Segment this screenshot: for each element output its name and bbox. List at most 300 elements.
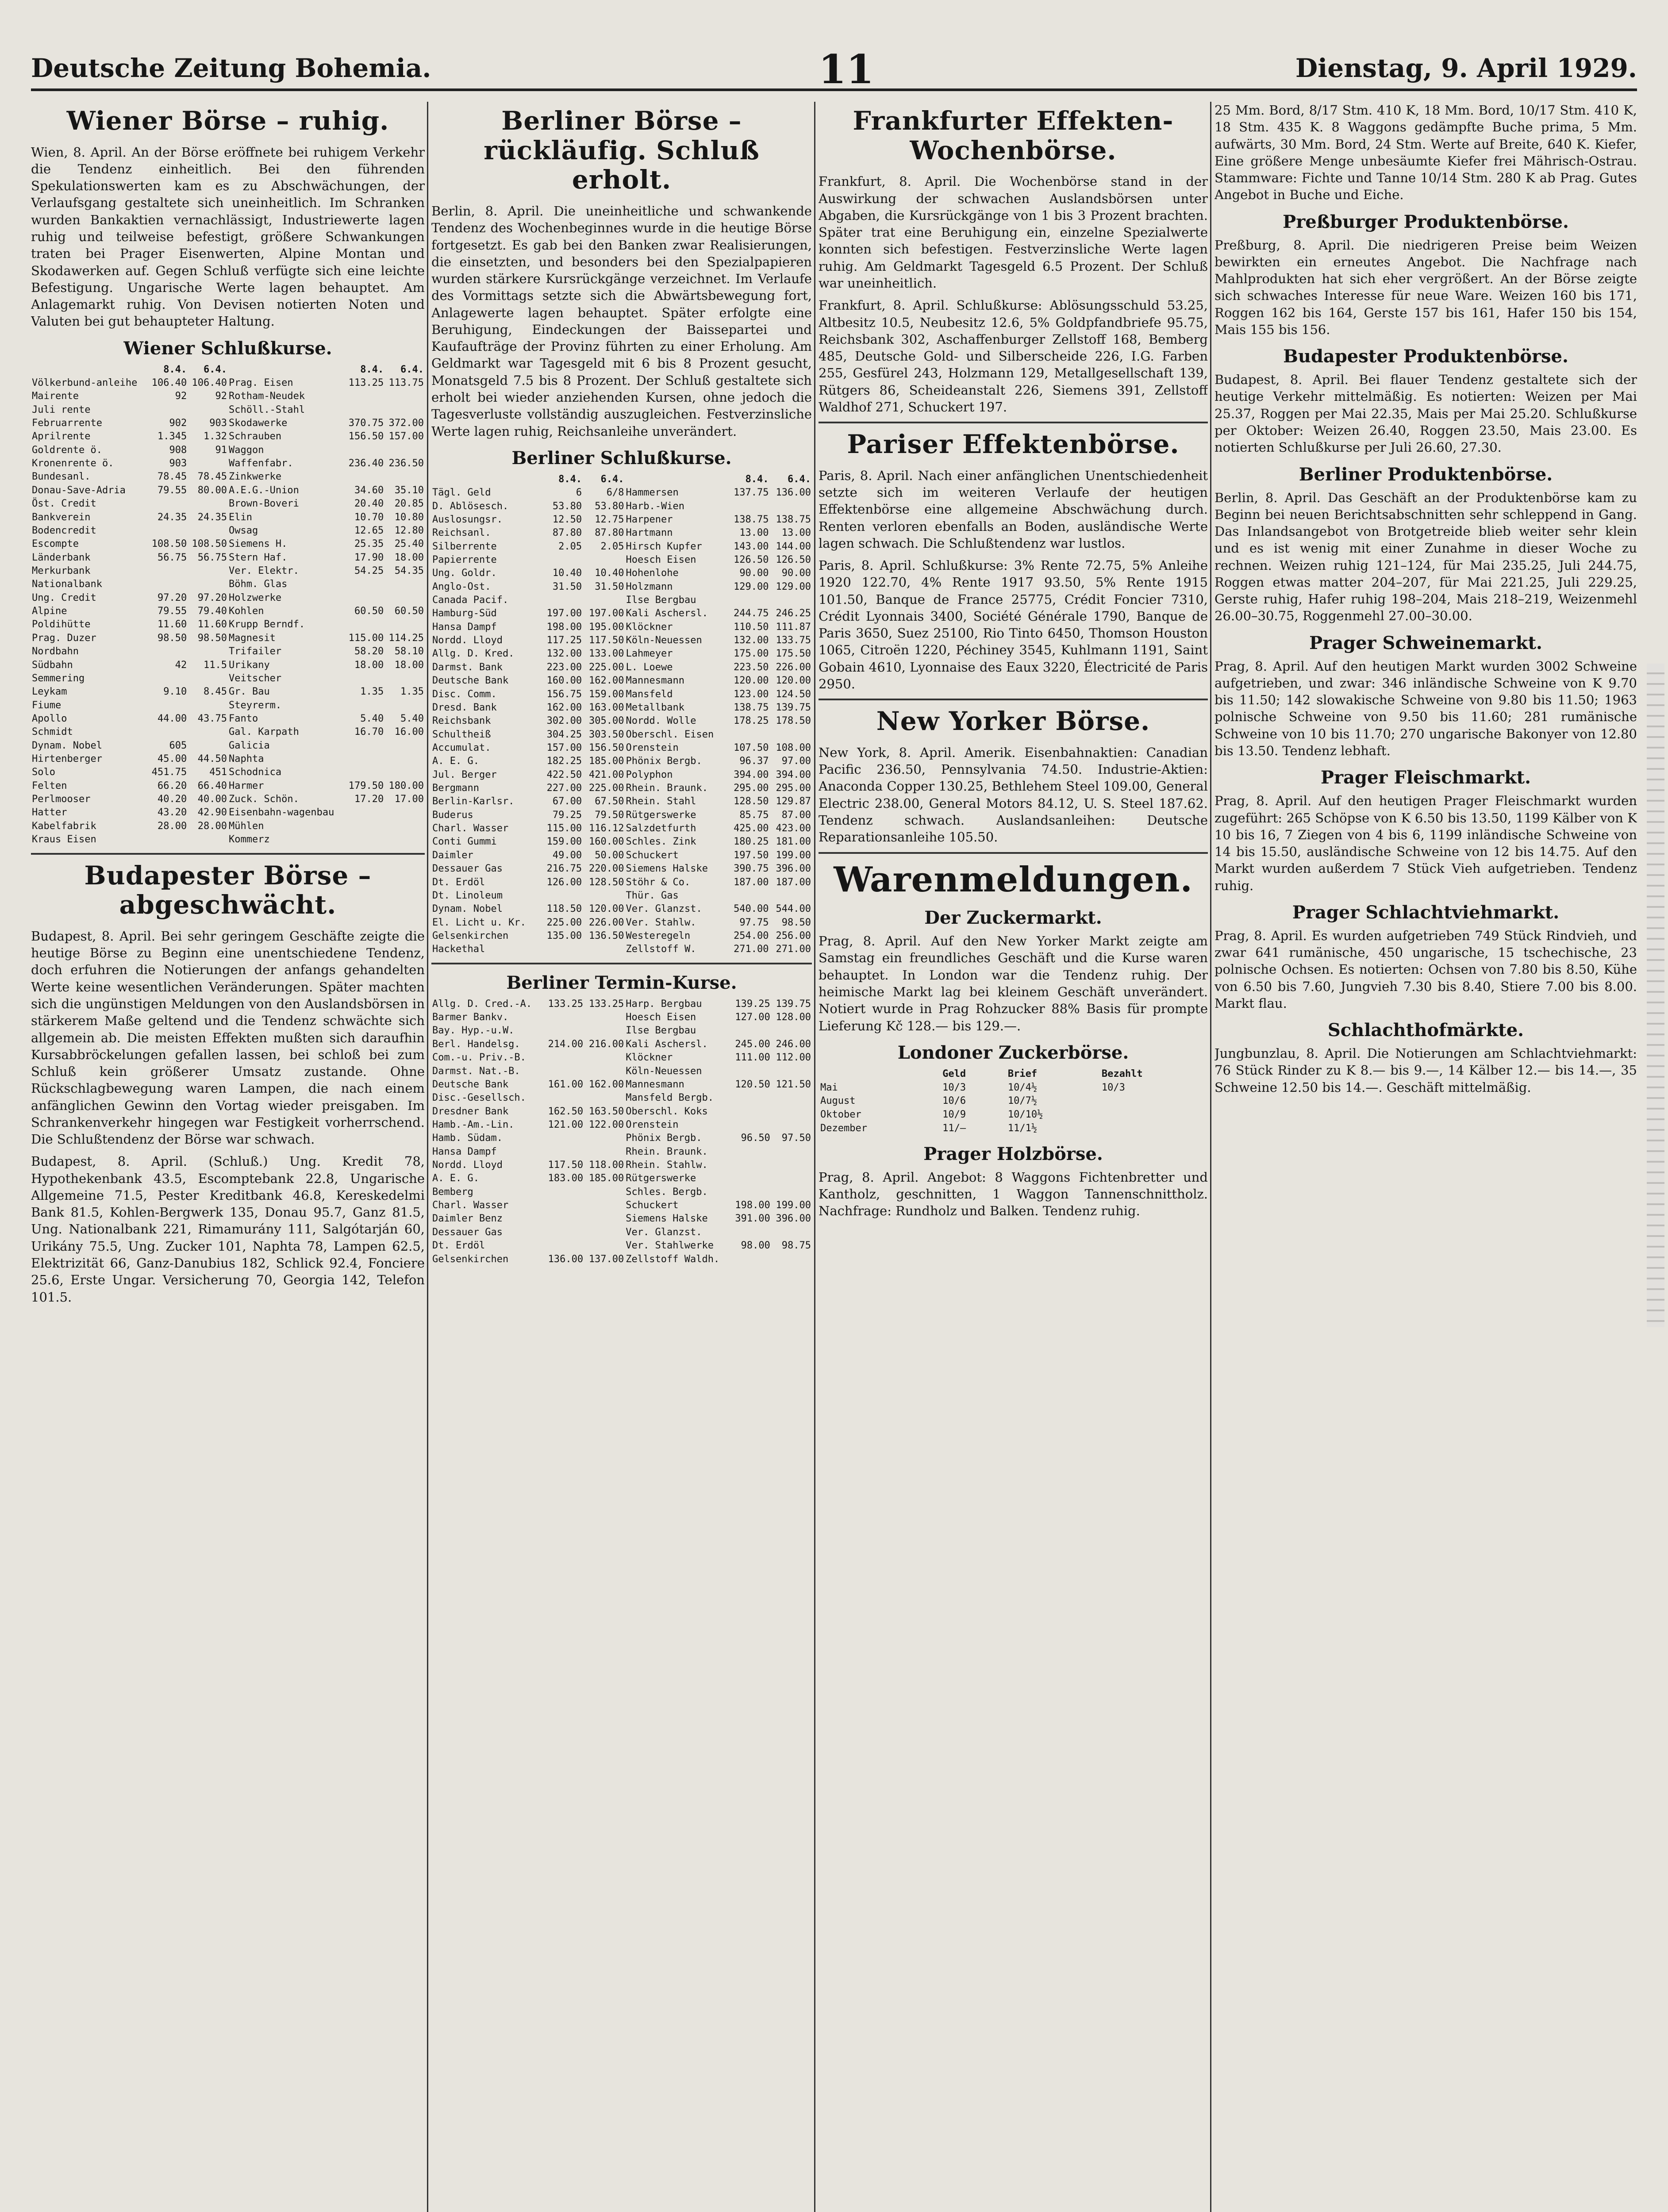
security-name: Holzmann <box>626 581 673 592</box>
table-header-cell: 6.4. <box>400 364 424 375</box>
quote-value <box>771 1226 812 1239</box>
quote-value: 114.25 <box>388 632 424 644</box>
security-name: Nordd. Lloyd <box>432 1160 503 1171</box>
quote-value: 6/8 <box>606 487 624 499</box>
quote-value: 45.00 <box>158 753 187 765</box>
security-name: Rhein. Stahlw. <box>626 1160 708 1171</box>
table-row <box>431 607 812 620</box>
quote-value <box>584 1091 625 1105</box>
security-name: Canada Pacif. <box>432 595 509 606</box>
quote-value <box>770 500 812 513</box>
quote-value: 106.40 <box>192 377 227 388</box>
table-header-cell <box>819 1068 941 1081</box>
quote-value: 79.50 <box>595 809 624 821</box>
quote-value: 108.50 <box>192 538 227 550</box>
quote-value: 2.05 <box>600 541 624 552</box>
quote-value: 136.00 <box>548 1253 584 1265</box>
security-name: Kohlen <box>228 606 264 617</box>
quote-value: 118.50 <box>546 903 582 915</box>
quote-value: 135.00 <box>546 930 582 941</box>
table-row <box>431 755 812 768</box>
quote-value: 110.50 <box>734 621 769 633</box>
quote-value: 25.35 <box>354 538 384 550</box>
quote-value <box>188 672 228 685</box>
table-row <box>431 1212 812 1225</box>
quote-value <box>770 728 812 741</box>
table-row <box>431 728 812 741</box>
security-name: Südbahn <box>32 659 73 671</box>
security-name: Ilse Bergbau <box>626 1025 696 1037</box>
quote-value: 132.00 <box>546 648 582 660</box>
quote-value <box>730 1065 771 1078</box>
table-row <box>31 833 425 846</box>
table-row <box>431 782 812 795</box>
quote-value: 31.50 <box>552 581 582 592</box>
security-name: Hackethal <box>432 944 485 955</box>
quote-value: 18.00 <box>394 552 424 563</box>
quote-value <box>344 699 384 712</box>
table-row <box>431 876 812 889</box>
table-row <box>31 605 425 618</box>
quote-value: 56.75 <box>197 552 227 563</box>
quote-value: 5.40 <box>400 713 424 724</box>
security-name: Berl. Handelsg. <box>432 1038 520 1050</box>
security-name: Buderus <box>432 809 473 821</box>
security-name: Charl. Wasser <box>432 1200 509 1211</box>
table-row <box>431 998 812 1011</box>
table-row <box>31 390 425 403</box>
quote-value: 12.75 <box>595 514 624 525</box>
quote-value: 97.00 <box>781 756 811 767</box>
quote-value: 451 <box>209 767 227 778</box>
security-name: Hamburg-Süd <box>432 608 497 619</box>
fleisch-report: Prag, 8. April. Auf den heutigen Prager Fleischmarkt wurden zugeführt: 265 Schöpse von K 6.50 bis 13.50, 1199 Kälber von K 10 bis 16, 7 Ziegen von 4 bis 6, 1199 inländische Schweine von 14 bis 15.50, ausländische Schweine von 12 bis 14.75. Auf den Markt wurden außerdem 7 Stück Vieh aufgetrieben. Tendenz ruhig. <box>1214 793 1637 893</box>
security-name: Waffenfabr. <box>228 458 293 469</box>
security-name: Öst. Credit <box>32 498 96 510</box>
security-name: Escompte <box>32 538 79 550</box>
table-row <box>31 699 425 712</box>
table-row <box>431 741 812 755</box>
security-name: A.E.G.-Union <box>228 484 299 496</box>
quote-value <box>148 524 188 538</box>
quote-value <box>344 833 384 846</box>
quote-value <box>727 594 769 607</box>
quote-value <box>770 889 812 902</box>
security-name: Harpener <box>626 514 673 525</box>
section-title-paris: Pariser Effektenbörse. <box>847 429 1180 460</box>
quote-value: 236.40 <box>348 458 384 469</box>
quote-value: 126.00 <box>546 876 582 888</box>
security-name: Prag. Duzer <box>32 632 96 644</box>
table-row <box>431 1091 812 1105</box>
table-cell: 10/7½ <box>1007 1095 1038 1107</box>
newyork-report: New York, 8. April. Amerik. Eisenbahnaktien: Canadian Pacific 236.50, Pennsylvania 74.50. Industrie-Aktien: Anaconda Copper 130.25, Bethlehem Steel 109.00, General Electric 238.00, General Motors 84.12, U. S. Steel 187.62. Tendenz schwach. Auslandsanleihen: Deutsche Reparationsanleihe 105.50. <box>819 745 1208 845</box>
column-rule <box>814 102 815 2212</box>
quote-value: 25.40 <box>394 538 424 550</box>
table-row <box>31 538 425 551</box>
quote-value <box>583 594 625 607</box>
quote-value: 223.50 <box>734 661 769 673</box>
quote-value: 225.00 <box>546 917 582 928</box>
security-name: Bodencredit <box>32 525 96 536</box>
table-row <box>431 1132 812 1145</box>
security-name: Rhein. Braunk. <box>626 1146 708 1157</box>
security-name: Krupp Berndf. <box>228 619 305 630</box>
budapest-rates: Budapest, 8. April. (Schluß.) Ung. Kredit 78, Hypothekenbank 43.5, Escomptebank 22.8, Ungarische Allgemeine 71.5, Pester Kreditbank 46.8, Kereskedelmi Bank 81.5, Kohlen-Bergwerk 135, Donau 95.7, Ganz 81.5, Ung. Nationalbank 221, Rimamurány 111, Salgótarján 60, Urikány 75.5, Ung. Zucker 101, Naphta 78, Lampen 62.5, Elektrizität 66, Ganz-Danubius 182, Schlick 92.4, Fonciere 25.6, Erste Ungar. Versicherung 70, Georgia 142, Telefon 101.5. <box>31 1154 425 1305</box>
quote-value: 256.00 <box>776 930 811 941</box>
table-header-cell: Brief <box>1007 1068 1038 1079</box>
security-name: Allg. D. Cred.-A. <box>432 998 532 1010</box>
table-row <box>431 889 812 902</box>
security-name: Hansa Dampf <box>432 621 497 633</box>
quote-value <box>344 618 384 631</box>
quote-value <box>584 1051 625 1064</box>
quote-value <box>148 403 188 417</box>
table-row <box>431 1186 812 1199</box>
security-name: Dynam. Nobel <box>432 903 503 915</box>
security-name: Com.-u. Priv.-B. <box>432 1052 526 1064</box>
security-name: Hamb. Südam. <box>432 1133 503 1144</box>
security-name: Oberschl. Eisen <box>626 729 714 740</box>
quote-value <box>730 1024 771 1037</box>
quote-value <box>384 390 425 403</box>
quote-value <box>344 766 384 779</box>
quote-value: 423.00 <box>776 823 811 834</box>
quote-value: 20.85 <box>394 498 424 510</box>
column-vienna <box>31 102 425 1311</box>
quote-value: 54.35 <box>394 565 424 576</box>
security-name: Disc. Comm. <box>432 688 497 700</box>
security-name: Nordd. Wolle <box>626 715 696 727</box>
quote-value: 108.50 <box>151 538 187 550</box>
security-name: Tägl. Geld <box>432 487 491 499</box>
quote-value <box>584 1226 625 1239</box>
quote-value: 120.00 <box>776 675 811 687</box>
table-row <box>31 484 425 497</box>
divider <box>819 852 1208 854</box>
quote-value: 80.00 <box>197 484 227 496</box>
table-header-cell: 8.4. <box>163 364 187 375</box>
quote-value: 157.00 <box>388 431 424 442</box>
quote-value: 133.25 <box>588 998 624 1010</box>
quote-value <box>583 943 625 956</box>
security-name: Phönix Bergb. <box>626 756 702 767</box>
table-header-cell <box>31 363 148 376</box>
quote-value: 1.35 <box>360 686 384 698</box>
table-row <box>431 567 812 580</box>
berlin-rates-table <box>431 473 812 956</box>
quote-value <box>541 943 583 956</box>
mast-title: Schlachthofmärkte. <box>1327 1020 1524 1041</box>
security-name: Daimler <box>432 849 473 861</box>
quote-value: 903 <box>169 458 187 469</box>
security-name: Metallbank <box>626 702 684 713</box>
table-row <box>431 768 812 782</box>
quote-value: 98.50 <box>158 632 187 644</box>
security-name: Aprilrente <box>32 431 91 442</box>
quote-value: 162.00 <box>546 702 582 713</box>
section-title-budapest: Budapester Börse – abgeschwächt. <box>84 860 372 920</box>
page-header <box>31 35 1637 91</box>
security-name: Bay. Hyp.-u.W. <box>432 1025 515 1037</box>
quote-value: 9.10 <box>163 686 187 698</box>
table-row <box>31 470 425 484</box>
quote-value: 31.50 <box>595 581 624 592</box>
quote-value <box>384 403 425 417</box>
quote-value <box>344 444 384 457</box>
budprod-title: Budapester Produktenbörse. <box>1283 346 1568 367</box>
quote-value <box>384 672 425 685</box>
table-row <box>431 1011 812 1024</box>
budapest-report: Budapest, 8. April. Bei sehr geringem Geschäfte zeigte die heutige Börse zu Beginn eine unentschiedene Tendenz, doch erfuhren die Notierungen der anfangs gehandelten Werte keine wesentlichen Veränderungen. Später machten sich die ungünstigen Meldungen von den Auslandsbörsen in stärkerem Maße geltend und die Tendenz schwächte sich allgemein ab. Die meisten Effekten mußten sich daraufhin Kursabbröckelungen gefallen lassen, bei schloß bei zum Schluß kein größerer Umsatz zustande. Ohne Rückschlagbewegung waren Lampen, die nach einem anfänglichen Gewinn den Vortag wieder preisgaben. Im Schrankenverkehr hingegen war Festigkeit vorherrschend. Die Schlußtendenz der Börse war schwach. <box>31 928 425 1147</box>
quote-value: 11.60 <box>197 619 227 630</box>
security-name: Dresd. Bank <box>432 702 497 713</box>
table-row <box>31 376 425 390</box>
quote-value: 121.50 <box>776 1079 811 1090</box>
security-name: Länderbank <box>32 552 91 563</box>
security-name: Reichsanl. <box>432 527 491 539</box>
quote-value <box>384 618 425 631</box>
table-row <box>431 835 812 849</box>
fleisch-title: Prager Fleischmarkt. <box>1320 767 1531 788</box>
schlacht-title: Prager Schlachtviehmarkt. <box>1292 902 1560 923</box>
security-name: Darmst. Bank <box>432 661 503 673</box>
quote-value: 97.75 <box>739 917 769 928</box>
security-name: Dessauer Gas <box>432 863 503 875</box>
quote-value: 60.50 <box>394 606 424 617</box>
quote-value: 226.00 <box>776 661 811 673</box>
table-cell: 10/3 <box>1101 1082 1125 1093</box>
security-name: Schultheiß <box>432 729 491 740</box>
table-row <box>31 457 425 470</box>
security-name: Hohenlohe <box>626 568 679 579</box>
paris-report: Paris, 8. April. Nach einer anfänglichen Unentschiedenheit setzte sich im weiteren Verlaufe der heutigen Effektenbörse eine allgemeine Abschwächung durch. Renten verloren ebenfalls an Boden, ausländische Werte lagen schwach. Die Schlußtendenz war lustlos. <box>819 468 1208 551</box>
security-name: Stern Haf. <box>228 552 288 563</box>
security-name: Galicia <box>228 740 270 751</box>
security-name: Zuck. Schön. <box>228 794 299 805</box>
security-name: Bundesanl. <box>32 471 91 483</box>
quote-value: 246.00 <box>776 1038 811 1050</box>
table-row <box>31 712 425 726</box>
quote-value: 5.40 <box>360 713 384 724</box>
page-number: 11 <box>819 46 874 93</box>
security-name: Skodawerke <box>228 418 288 429</box>
security-name: Conti Gummi <box>432 836 497 848</box>
berlin-report: Berlin, 8. April. Die uneinheitliche und schwankende Tendenz des Wochenbeginnes wurde in die heutige Börse fortgesetzt. Es gab bei den Banken zwar Realisierungen, die einsetzten, und besonders bei den Spezialpapieren wurden stärkere Kursrückgänge verzeichnet. Im Verlaufe des Vormittags setzte sich die Abwärtsbewegung fort, Anlagewerte lagen behauptet. Später erfolgte eine Beruhigung, Eindeckungen der Baissepartei und Kaufaufträge der Provinz führten zu einer Erholung. Am Geldmarkt war Tagesgeld mit 6 bis 8 Prozent gesucht, Monatsgeld 7.5 bis 8 Prozent. Der Schluß gestaltete sich erholt bei wieder anziehenden Kursen, ohne jedoch die Tagesverluste vollständig auszugleichen. Festverzinsliche Werte lagen ruhig, Reichsanleihe unverändert. <box>431 204 812 439</box>
security-name: Rütgerswerke <box>626 1173 696 1184</box>
security-name: Ver. Elektr. <box>228 565 299 576</box>
quote-value: 226.00 <box>589 917 624 928</box>
quote-value: 303.50 <box>589 729 624 740</box>
table-cell: 10/4½ <box>1007 1082 1038 1093</box>
quote-value <box>344 672 384 685</box>
table-row <box>431 553 812 567</box>
security-name: Hirsch Kupfer <box>626 541 702 552</box>
table-row <box>31 444 425 457</box>
table-row <box>31 726 425 739</box>
quote-value <box>344 753 384 766</box>
security-name: Donau-Save-Adria <box>32 484 126 496</box>
quote-value: 216.00 <box>588 1038 624 1050</box>
security-name: D. Ablösesch. <box>432 500 509 512</box>
table-cell: 11/– <box>942 1122 966 1134</box>
security-name: Merkurbank <box>32 565 91 576</box>
quote-value: 1.32 <box>203 431 227 442</box>
quote-value: 128.00 <box>776 1012 811 1023</box>
berlin-rates-title: Berliner Schlußkurse. <box>511 447 732 469</box>
issue-date: Dienstag, 9. April 1929. <box>1295 53 1637 83</box>
table-row <box>31 645 425 658</box>
table-row <box>31 753 425 766</box>
quote-value <box>384 470 425 484</box>
security-name: Dt. Erdöl <box>432 876 485 888</box>
security-name: Naphta <box>228 753 264 765</box>
security-name: Gelsenkirchen <box>432 1253 509 1265</box>
table-row <box>31 672 425 685</box>
quote-value: 162.50 <box>548 1106 584 1117</box>
security-name: Westeregeln <box>626 930 691 941</box>
quote-value: 40.00 <box>197 794 227 805</box>
security-name: Zinkwerke <box>228 471 282 483</box>
security-name: Hammersen <box>626 487 679 499</box>
security-name: Harp. Bergbau <box>626 998 702 1010</box>
security-name: Gal. Karpath <box>228 726 299 738</box>
table-header-cell: 8.4. <box>558 473 582 485</box>
quote-value: 10.80 <box>394 511 424 523</box>
table-header-cell: 8.4. <box>360 364 384 375</box>
table-row <box>431 701 812 714</box>
quote-value <box>771 1172 812 1185</box>
table-row <box>31 511 425 524</box>
quote-value: 13.00 <box>739 527 769 539</box>
quote-value: 10.40 <box>595 568 624 579</box>
table-row <box>31 766 425 779</box>
security-name: Kabelfabrik <box>32 820 96 832</box>
quote-value: 87.80 <box>552 527 582 539</box>
quote-value: 163.00 <box>589 702 624 713</box>
security-name: Steyrerm. <box>228 699 282 711</box>
security-name: Kronenrente ö. <box>32 458 114 469</box>
quote-value: 24.35 <box>158 511 187 523</box>
security-name: Harmer <box>228 780 264 791</box>
security-name: Köln-Neuessen <box>626 1065 702 1077</box>
table-row <box>31 659 425 672</box>
quote-value: 295.00 <box>734 783 769 794</box>
quote-value: 187.00 <box>734 876 769 888</box>
quote-value <box>541 889 583 902</box>
security-name: Fanto <box>228 713 258 724</box>
quote-value: 42.90 <box>197 807 227 818</box>
quote-value: 92 <box>175 391 187 402</box>
table-row <box>431 929 812 943</box>
security-name: Kraus Eisen <box>32 834 96 845</box>
table-row <box>431 1199 812 1212</box>
table-cell <box>1100 1094 1208 1108</box>
quote-value: 163.50 <box>588 1106 624 1117</box>
quote-value: 12.50 <box>552 514 582 525</box>
security-name: Dt. Erdöl <box>432 1240 485 1252</box>
table-row <box>31 793 425 806</box>
quote-value <box>188 726 228 739</box>
security-name: Juli rente <box>32 404 91 415</box>
security-name: Leykam <box>32 686 67 698</box>
table-row <box>31 820 425 833</box>
quote-value: 10.40 <box>552 568 582 579</box>
security-name: Köln-Neuessen <box>626 635 702 646</box>
security-name: Klöckner <box>626 621 673 633</box>
security-name: Bergmann <box>432 783 479 794</box>
quote-value: 11.5 <box>203 659 227 671</box>
security-name: Hoesch Eisen <box>626 1012 696 1023</box>
quote-value <box>584 1199 625 1212</box>
quote-value <box>543 1145 584 1159</box>
quote-value: 56.75 <box>158 552 187 563</box>
quote-value: 137.75 <box>734 487 769 499</box>
security-name: Hansa Dampf <box>432 1146 497 1157</box>
quote-value: 178.25 <box>734 715 769 727</box>
quote-value: 44.50 <box>197 753 227 765</box>
quote-value: 98.75 <box>781 1240 811 1252</box>
table-row <box>431 1145 812 1159</box>
quote-value <box>541 553 583 567</box>
holz-report: Prag, 8. April. Angebot: 8 Waggons Fichtenbretter und Kantholz, geschnitten, 1 Waggon Tannenschnittholz. Nachfrage: Rundholz und Balken. Tendenz ruhig. <box>819 1169 1208 1219</box>
security-name: Kommerz <box>228 834 270 845</box>
table-cell: Oktober <box>820 1109 861 1121</box>
quote-value <box>584 1239 625 1252</box>
quote-value <box>730 1186 771 1199</box>
quote-value: 12.80 <box>394 525 424 536</box>
quote-value: 295.00 <box>776 783 811 794</box>
quote-value <box>771 1145 812 1159</box>
quote-value <box>727 728 769 741</box>
quote-value: 908 <box>169 444 187 456</box>
quote-value <box>344 578 384 591</box>
security-name: Ver. Stahlwerke <box>626 1240 714 1252</box>
security-name: Deutsche Bank <box>432 1079 509 1090</box>
table-row <box>431 500 812 513</box>
security-name: Ung. Credit <box>32 592 96 603</box>
quote-value: 87.80 <box>595 527 624 539</box>
quote-value: 245.00 <box>735 1038 770 1050</box>
quote-value <box>148 565 188 578</box>
quote-value: 304.25 <box>546 729 582 740</box>
quote-value: 40.20 <box>158 794 187 805</box>
quote-value <box>148 833 188 846</box>
table-row <box>431 822 812 835</box>
quote-value: 44.00 <box>158 713 187 724</box>
quote-value: 396.00 <box>776 1213 811 1225</box>
quote-value: 198.00 <box>546 621 582 633</box>
quote-value: 117.25 <box>546 635 582 646</box>
quote-value: 34.60 <box>354 484 384 496</box>
quote-value <box>384 444 425 457</box>
table-row <box>31 551 425 565</box>
security-name: Ver. Stahlw. <box>626 917 696 928</box>
quote-value: 143.00 <box>734 541 769 552</box>
quote-value <box>543 1239 584 1252</box>
quote-value: 159.00 <box>589 688 624 700</box>
table-row <box>431 688 812 701</box>
quote-value <box>730 1226 771 1239</box>
column-berlin <box>431 102 812 1266</box>
quote-value <box>543 1212 584 1225</box>
quote-value <box>148 497 188 511</box>
binding-strip <box>1647 664 1664 1327</box>
quote-value: 199.00 <box>776 849 811 861</box>
quote-value <box>543 1051 584 1064</box>
column-commodities <box>1214 102 1637 1101</box>
quote-value <box>384 806 425 819</box>
